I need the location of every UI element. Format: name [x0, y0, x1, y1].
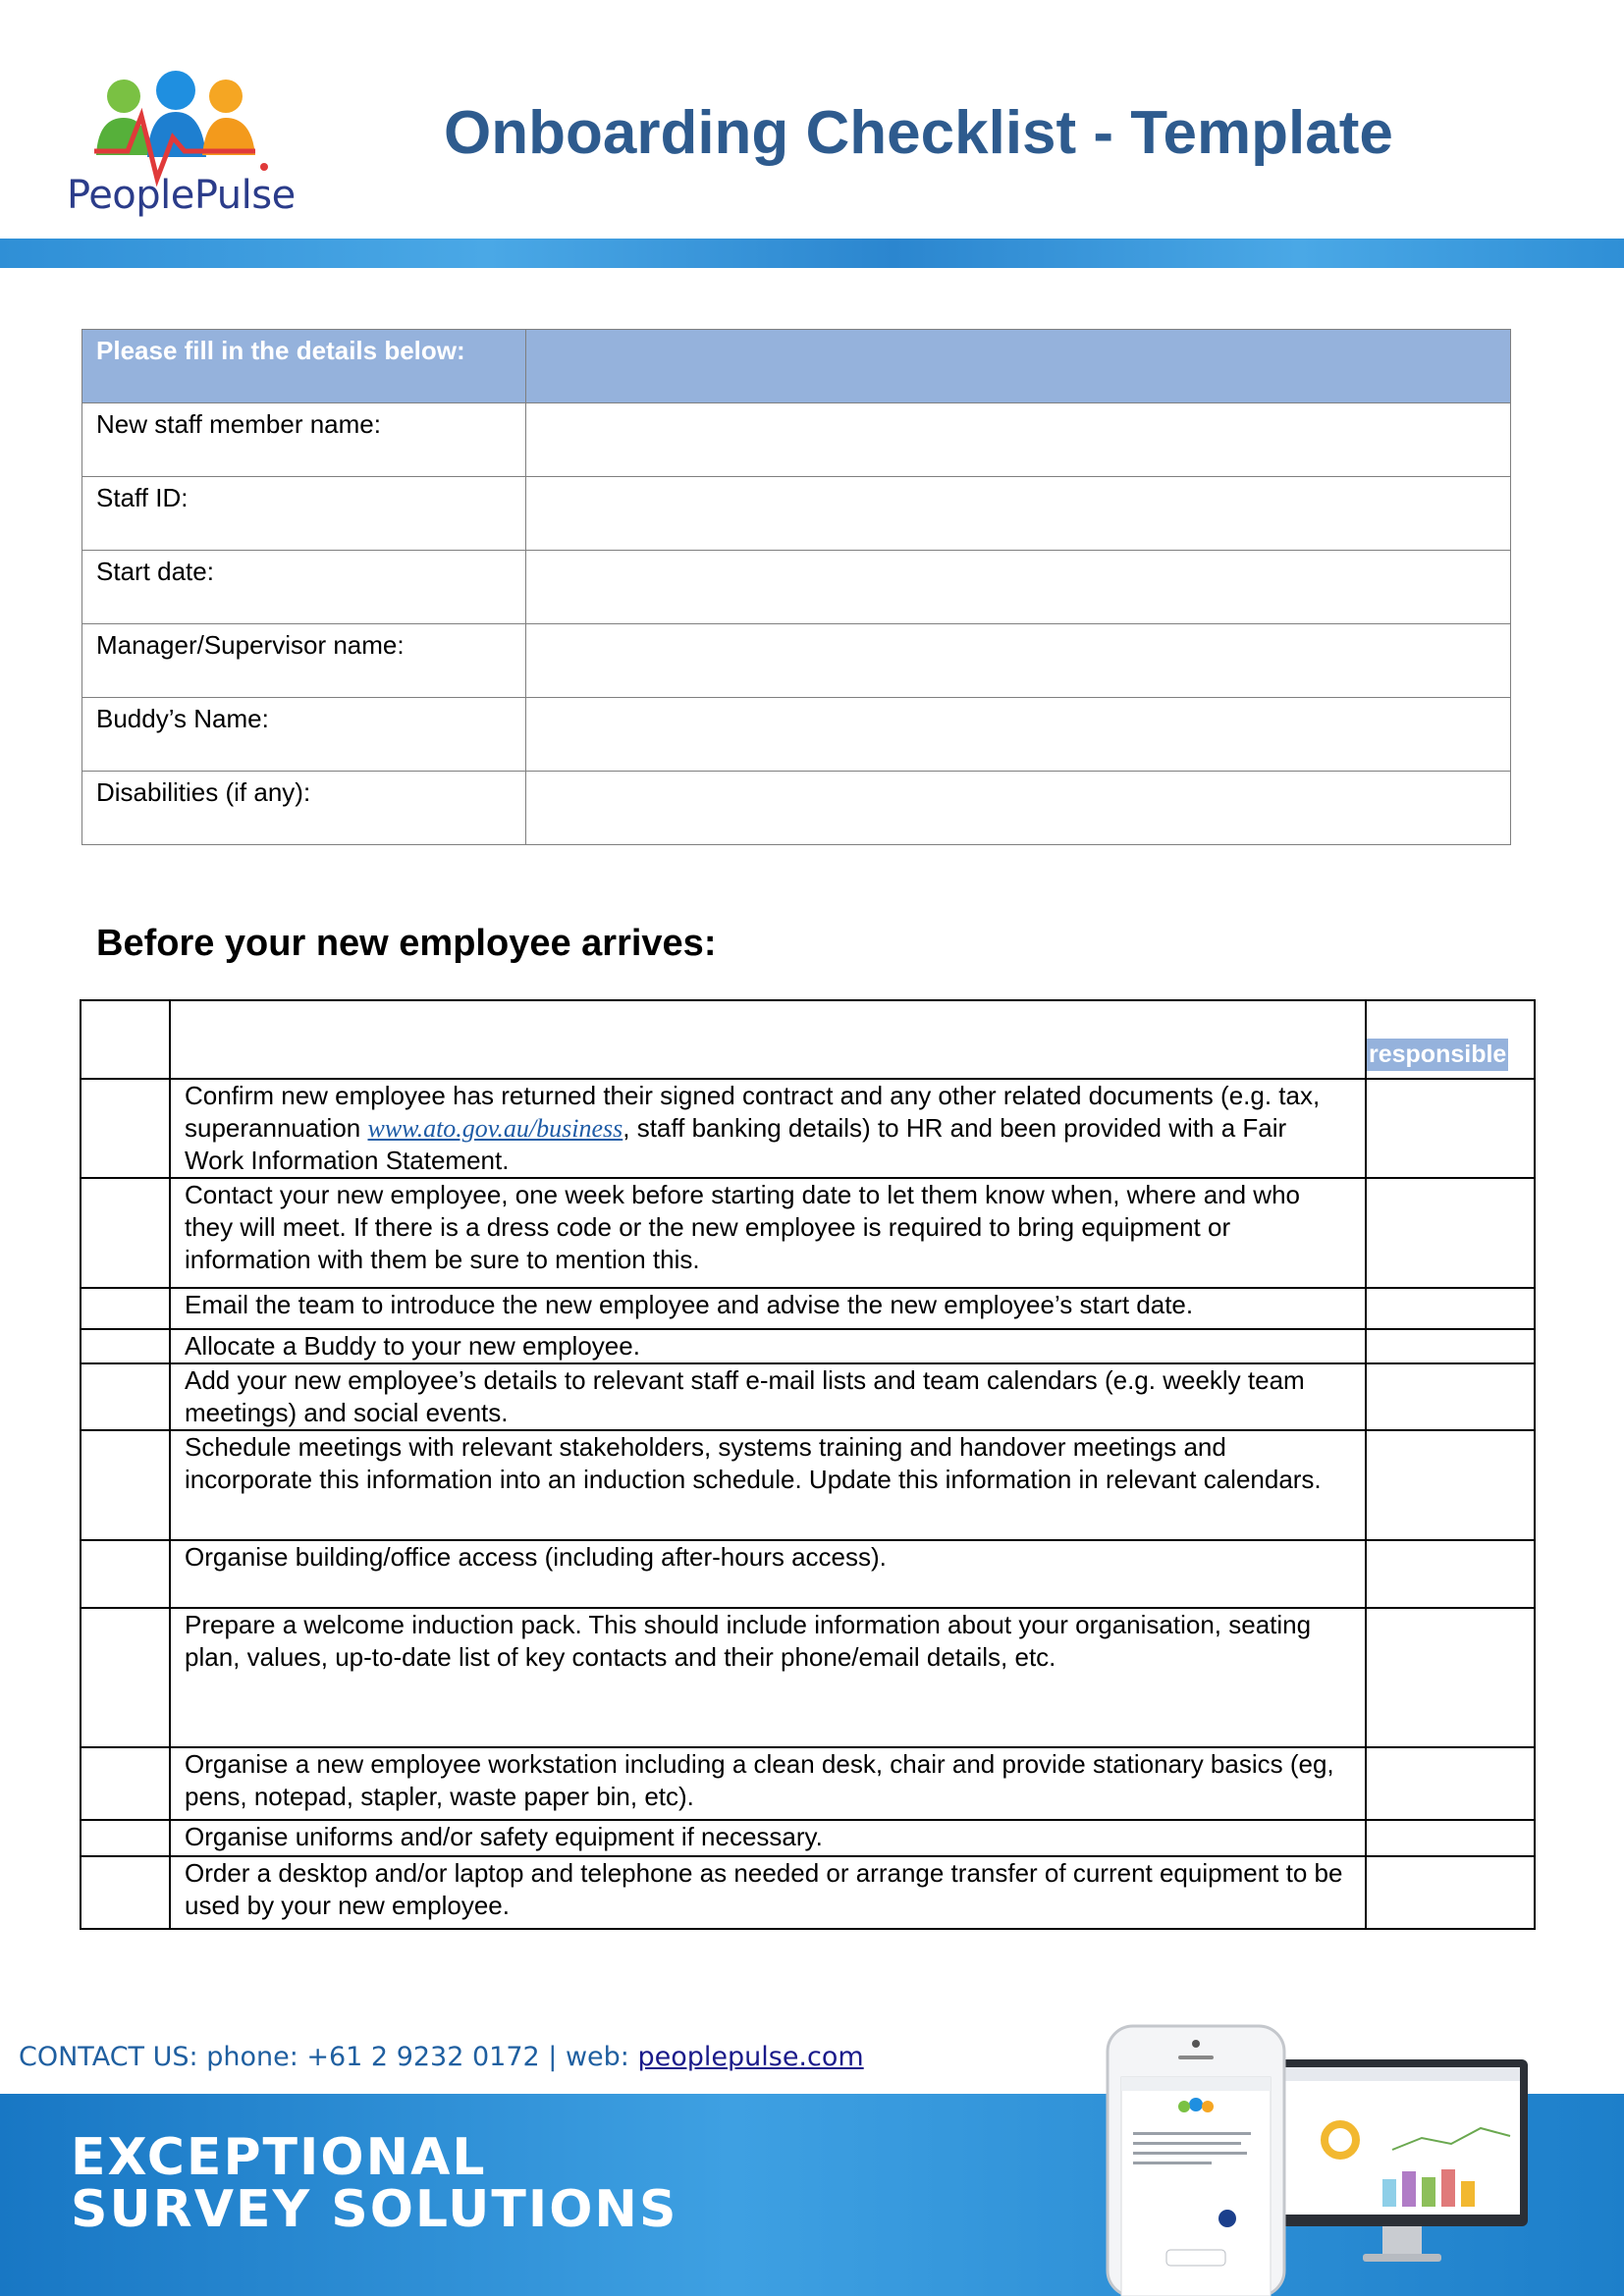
- task-text: Order a desktop and/or laptop and telephone as needed or arrange transfer of current equipment to be used by your new employee.: [170, 1856, 1366, 1929]
- details-row-start-date: [82, 551, 1511, 624]
- tagline-line: SURVEY SOLUTIONS: [71, 2180, 678, 2239]
- task-check-cell[interactable]: [81, 1288, 170, 1329]
- task-text: Confirm new employee has returned their signed contract and any other related documents (e.g. tax, superannuation www.ato.gov.au/business, staff banking details) to HR and been provided with a Fair Work Information Statement.: [170, 1079, 1366, 1178]
- staff-name-field[interactable]: [526, 403, 1511, 477]
- task-row: [81, 1747, 1535, 1820]
- disabilities-field[interactable]: [526, 772, 1511, 845]
- task-check-cell[interactable]: [81, 1820, 170, 1856]
- details-row-buddy: [82, 698, 1511, 772]
- task-check-cell[interactable]: [81, 1329, 170, 1363]
- start-date-field[interactable]: [526, 551, 1511, 624]
- contact-line: [19, 2042, 864, 2072]
- details-row-name: [82, 403, 1511, 477]
- task-check-cell[interactable]: [81, 1747, 170, 1820]
- task-text: Organise uniforms and/or safety equipment if necessary.: [170, 1820, 1366, 1856]
- field-label: Disabilities (if any):: [82, 772, 526, 845]
- website-link[interactable]: peoplepulse.com: [637, 2042, 864, 2072]
- checkbox-column-header: [81, 1000, 170, 1079]
- staff-id-field[interactable]: [526, 477, 1511, 551]
- details-row-manager: [82, 624, 1511, 698]
- manager-name-field[interactable]: [526, 624, 1511, 698]
- task-responsible-cell[interactable]: [1366, 1608, 1535, 1747]
- task-column-header: [170, 1000, 1366, 1079]
- task-row: [81, 1288, 1535, 1329]
- task-responsible-cell[interactable]: [1366, 1178, 1535, 1288]
- task-row: [81, 1329, 1535, 1363]
- task-row: [81, 1430, 1535, 1540]
- task-responsible-cell[interactable]: [1366, 1430, 1535, 1540]
- task-responsible-cell[interactable]: [1366, 1288, 1535, 1329]
- task-text: Organise a new employee workstation including a clean desk, chair and provide stationary basics (eg, pens, notepad, stapler, waste paper bin, etc).: [170, 1747, 1366, 1820]
- task-check-cell[interactable]: [81, 1178, 170, 1288]
- task-text: Contact your new employee, one week before starting date to let them know when, where and who they will meet. If there is a dress code or the new employee is required to bring equipment or information with them be sure to mention this.: [170, 1178, 1366, 1288]
- section-heading: Before your new employee arrives:: [96, 923, 717, 964]
- task-check-cell[interactable]: [81, 1608, 170, 1747]
- task-row: [81, 1608, 1535, 1747]
- task-responsible-cell[interactable]: [1366, 1540, 1535, 1608]
- buddy-name-field[interactable]: [526, 698, 1511, 772]
- responsible-label: responsible: [1367, 1039, 1508, 1071]
- details-row-disabilities: [82, 772, 1511, 845]
- task-header-row: [81, 1000, 1535, 1079]
- header-band: [0, 239, 1624, 268]
- task-row: [81, 1856, 1535, 1929]
- task-responsible-cell[interactable]: [1366, 1820, 1535, 1856]
- task-row: [81, 1178, 1535, 1288]
- field-label: Start date:: [82, 551, 526, 624]
- task-row: [81, 1363, 1535, 1430]
- task-row: [81, 1820, 1535, 1856]
- task-responsible-cell[interactable]: [1366, 1363, 1535, 1430]
- task-check-cell[interactable]: [81, 1856, 170, 1929]
- task-check-cell[interactable]: [81, 1363, 170, 1430]
- task-responsible-cell[interactable]: [1366, 1747, 1535, 1820]
- field-label: New staff member name:: [82, 403, 526, 477]
- task-responsible-cell[interactable]: [1366, 1329, 1535, 1363]
- task-checklist-table: [80, 999, 1536, 1930]
- task-responsible-cell[interactable]: [1366, 1856, 1535, 1929]
- contact-text: CONTACT US: phone: +61 2 9232 0172 | web:: [19, 2042, 638, 2072]
- footer-tagline: [71, 2128, 678, 2239]
- details-table: [81, 329, 1511, 845]
- tagline-line: EXCEPTIONAL: [71, 2128, 487, 2187]
- task-text: Allocate a Buddy to your new employee.: [170, 1329, 1366, 1363]
- task-check-cell[interactable]: [81, 1079, 170, 1178]
- ato-link[interactable]: www.ato.gov.au/business: [367, 1114, 623, 1143]
- responsible-column-header: [1366, 1000, 1535, 1079]
- details-header-row: [82, 330, 1511, 403]
- task-text: Email the team to introduce the new employee and advise the new employee’s start date.: [170, 1288, 1366, 1329]
- devices-illustration: [1098, 2022, 1530, 2296]
- task-responsible-cell[interactable]: [1366, 1079, 1535, 1178]
- field-label: Staff ID:: [82, 477, 526, 551]
- field-label: Buddy’s Name:: [82, 698, 526, 772]
- task-check-cell[interactable]: [81, 1430, 170, 1540]
- task-text: Prepare a welcome induction pack. This should include information about your organisation, seating plan, values, up-to-date list of key contacts and their phone/email details, etc.: [170, 1608, 1366, 1747]
- task-text: Add your new employee’s details to relevant staff e-mail lists and team calendars (e.g. weekly team meetings) and social events.: [170, 1363, 1366, 1430]
- logo-wordmark: PeoplePulse: [67, 173, 296, 218]
- field-label: Manager/Supervisor name:: [82, 624, 526, 698]
- task-check-cell[interactable]: [81, 1540, 170, 1608]
- document-title: Onboarding Checklist - Template: [444, 99, 1393, 167]
- task-row: [81, 1540, 1535, 1608]
- task-text: Organise building/office access (including after-hours access).: [170, 1540, 1366, 1608]
- details-header-fill: [526, 330, 1511, 403]
- details-row-staff-id: [82, 477, 1511, 551]
- details-header-label: Please fill in the details below:: [82, 330, 526, 403]
- task-row: [81, 1079, 1535, 1178]
- task-text: Schedule meetings with relevant stakeholders, systems training and handover meetings and incorporate this information into an induction schedule. Update this information in relevant calendars.: [170, 1430, 1366, 1540]
